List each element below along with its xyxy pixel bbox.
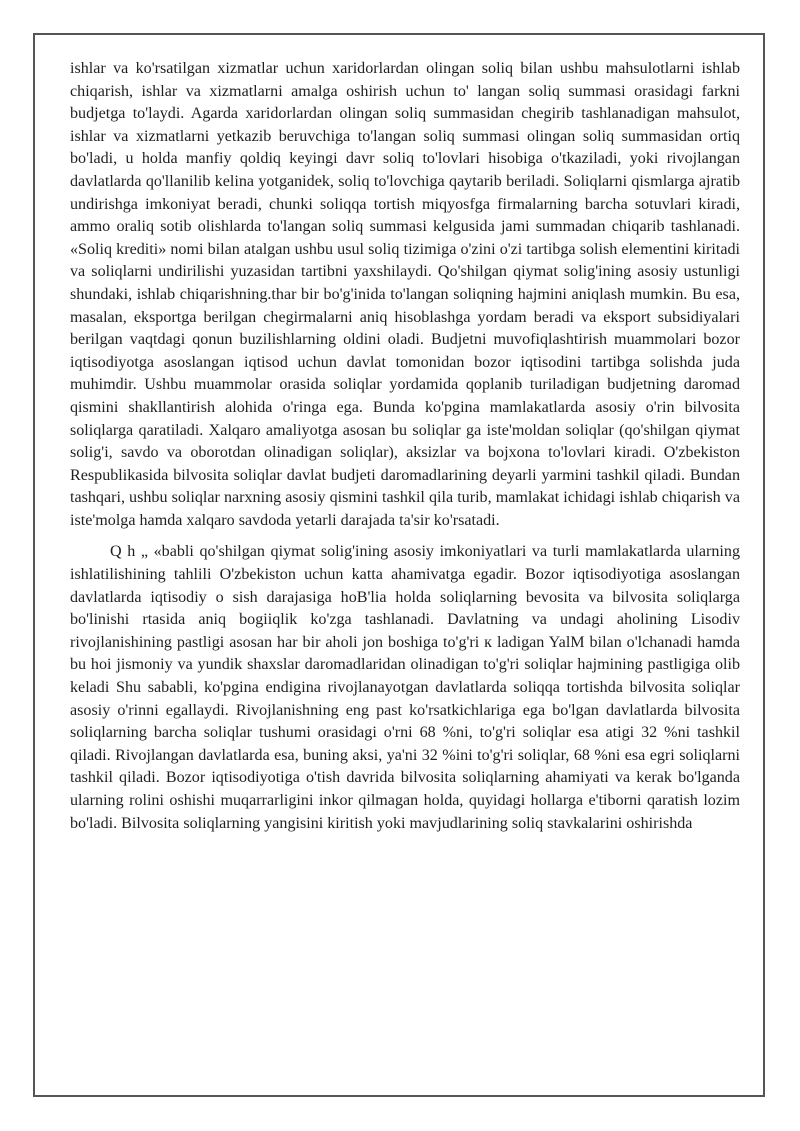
page-frame: [33, 33, 765, 1097]
document-body: [70, 58, 740, 835]
paragraph-1: ishlar va ko'rsatilgan xizmatlar uchun xaridorlardan olingan soliq bilan ushbu mahsulotlarni ishlab chiqarish, ishlar va xizmatlarni amalga oshirish uchun to' langan soliq summasi orasidagi farkni budjetga to'laydi. Agarda xaridorlardan olingan soliq summasidan chegirib tashlanadigan mahsulot, ishlar va xizmatlarni yetkazib beruvchiga to'langan soliq summasi olingan soliq summasidan ortiq bo'ladi, u holda manfiy qoldiq keyingi davr soliq to'lovlari hisobiga o'tkaziladi, yoki rivojlangan davlatlarda qo'llanilib kelina yotganidek, soliq to'lovchiga qaytarib beriladi. Soliqlarni qismlarga ajratib undirishga imkoniyat beradi, chunki soliqqa tortish miqyosfga firmalarning barcha sotuvlari kiradi, ammo oraliq sotib olishlarda to'langan soliq summasi kelgusida jami summadan chiqarib tashlanadi. «Soliq krediti» nomi bilan atalgan ushbu usul soliq tizimiga o'zini o'zi tartibga solish elementini kiritadi va soliqlarni undirilishi yuzasidan tartibni yaxshilaydi. Qo'shilgan qiymat solig'ining asosiy ustunligi shundaki, ishlab chiqarishning.thar bir bo'g'inida to'langan soliqning hajmini aniqlash mumkin. Bu esa, masalan, eksportga berilgan chegirmalarni aniq hisoblashga yordam beradi va eksport subsidiyalari berilgan vaqtdagi qonun buzilishlarning oldini oladi. Budjetni muvofiqlashtirish muammolari bozor iqtisodiyotga asoslangan iqtisod uchun davlat tomonidan bozor iqtisodini tartibga solishda juda muhimdir. Ushbu muammolar orasida soliqlar yordamida qoplanib turiladigan budjetning daromad qismini shakllantirish alohida o'ringa ega. Bunda ko'pgina mamlakatlarda asosiy o'rin bilvosita soliqlarga qaratiladi. Xalqaro amaliyotga asosan bu soliqlar ga iste'moldan soliqlar (qo'shilgan qiymat solig'i, savdo va oborotdan olinadigan soliqlar), aksizlar va bojxona to'lovlari kiradi. O'zbekiston Respublikasida bilvosita soliqlar davlat budjeti daromadlarining deyarli yarmini tashkil qiladi. Bundan tashqari, ushbu soliqlar narxning asosiy qismini tashkil qila turib, mamlakat ichidagi ishlab chiqarish va iste'molga hamda xalqaro savdoda yetarli darajada ta'sir ko'rsatadi.: [70, 60, 740, 529]
paragraph-2: Q h „ «babli qo'shilgan qiymat solig'ining asosiy imkoniyatlari va turli mamlakatlarda ularning ishlatilishining tahlili O'zbekiston uchun katta ahamivatga egadir. Bozor iqtisodiyotiga asoslangan davlatlarda iqtisodiy o sish darajasiga hoB'lia holda soliqlarning bevosita va bilvosita soliqlarga bo'linishi rtasida aniq bogiiqlik ko'zga tashlanadi. Davlatning va undagi aholining Lisodiv rivojlanishining pastligi asosan har bir aholi jon boshiga to'g'ri к ladigan YalM bilan o'lchanadi hamda bu hoi jismoniy va yundik shaxslar daromadlaridan olinadigan to'g'ri soliqlar hajmining pastligiga olib keladi Shu sababli, ko'pgina endigina rivojlanayotgan davlatlarda soliqqa tortishda bilvosita soliqlar asosiy o'rinni egallaydi. Rivojlanishning eng past ko'rsatkichlariga ega bo'lgan davlatlarda bilvosita soliqlarning barcha soliqlar tushumi orasidagi o'rni 68 %ni, to'g'ri soliqlar esa atigi 32 %ni tashkil qiladi. Rivojlangan davlatlarda esa, buning aksi, ya'ni 32 %ini to'g'ri soliqlar, 68 %ni esa egri soliqlarni tashkil qiladi. Bozor iqtisodiyotiga o'tish davrida bilvosita soliqlarning ahamiyati va kerak bo'lganda ularning rolini oshishi muqarrarligini inkor qilmagan holda, quyidagi hollarga e'tiborni qaratish lozim bo'ladi. Bilvosita soliqlarning yangisini kiritish yoki mavjudlarining soliq stavkalarini oshirishda: [70, 543, 740, 832]
